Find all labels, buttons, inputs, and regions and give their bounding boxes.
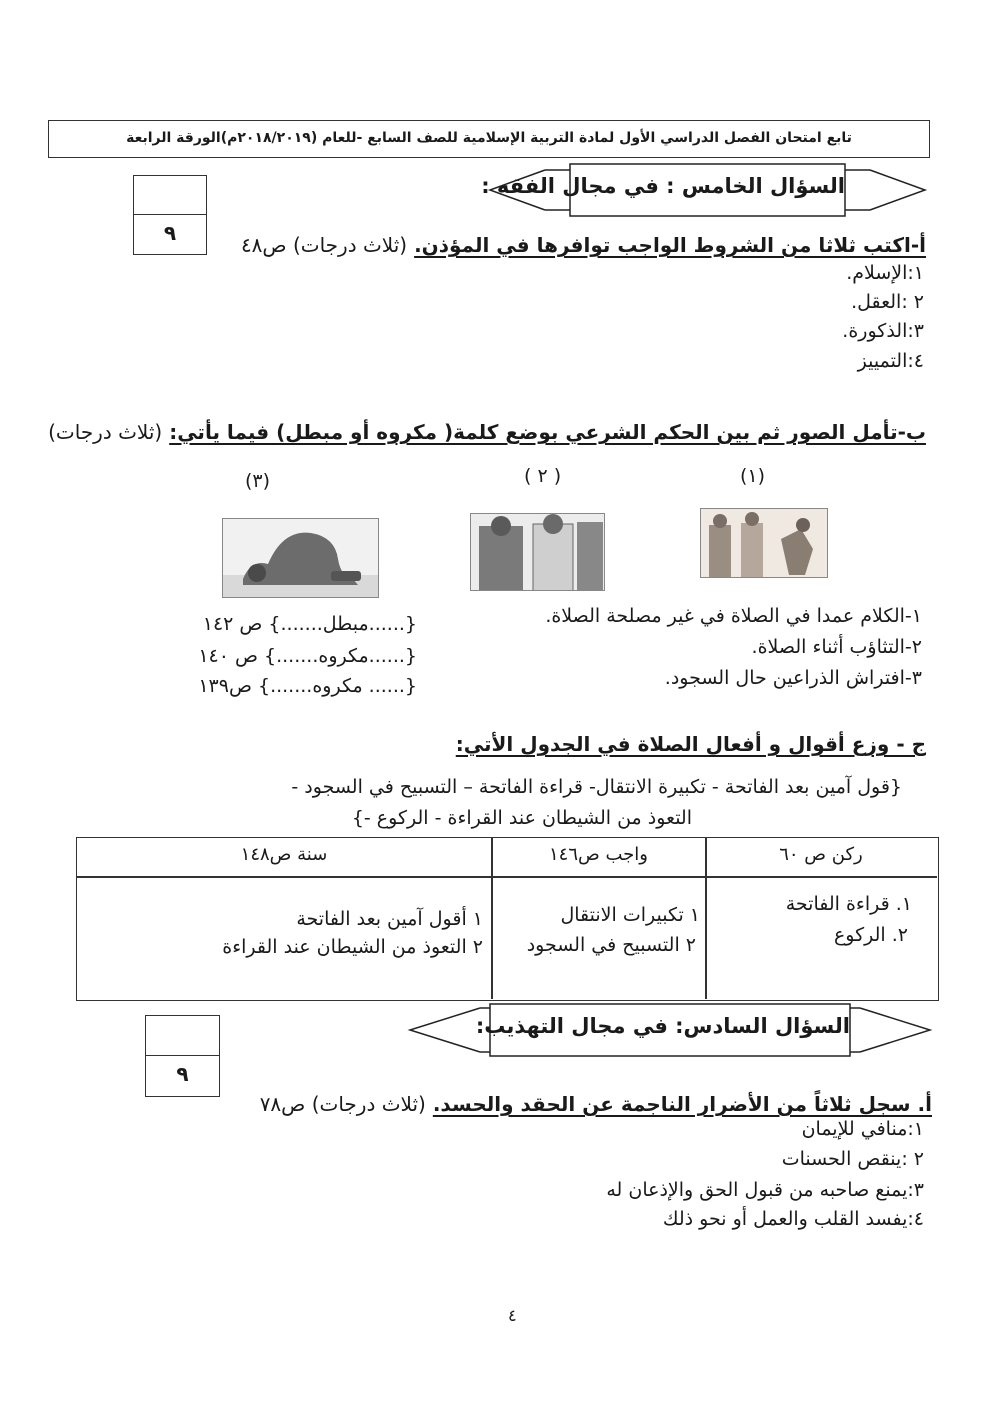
ruling-answer: {......مكروه.......} ص ١٤٠ bbox=[198, 645, 417, 667]
table-cell: ١. قراءة الفاتحة bbox=[785, 893, 912, 915]
photo-prostration bbox=[222, 518, 379, 598]
image-number-3: (٣) bbox=[245, 470, 271, 492]
table-cell: ٢ التسبيح في السجود bbox=[526, 934, 696, 956]
answer-item: ٤:التمييز bbox=[857, 350, 924, 372]
table-cell: ١ أقول آمين بعد الفاتحة bbox=[296, 908, 483, 930]
table-header-sunna: سنة ص١٤٨ bbox=[240, 844, 328, 865]
table-cell: ٢. الركوع bbox=[833, 924, 908, 946]
answer-item: ٣:الذكورة. bbox=[842, 320, 924, 342]
answer-item: ١:الإسلام. bbox=[846, 262, 924, 284]
ruling-answer: {......مبطل.......} ص ١٤٢ bbox=[202, 613, 417, 635]
table-header-wajib: واجب ص١٤٦ bbox=[549, 844, 648, 865]
section5-part-c-question: ج - وزع أقوال و أفعال الصلاة في الجدول الأتي: bbox=[455, 732, 926, 756]
statement-item: ١-الكلام عمدا في الصلاة في غير مصلحة الصلاة. bbox=[545, 605, 922, 627]
answer-item: ٤:يفسد القلب والعمل أو نحو ذلك bbox=[662, 1208, 924, 1230]
section5-part-b-question: ب-تأمل الصور ثم بين الحكم الشرعي بوضع كلمة( مكروه أو مبطل) فيما يأتي: bbox=[169, 420, 926, 444]
answer-item: ١:منافي للإيمان bbox=[801, 1118, 924, 1140]
statement-item: ٢-التثاؤب أثناء الصلاة. bbox=[751, 636, 922, 658]
section5-part-b-marks: (ثلاث درجات) bbox=[48, 420, 163, 444]
section5-part-b bbox=[48, 420, 926, 444]
section5-score: ٩ bbox=[163, 221, 177, 245]
table-cell: ١ تكبيرات الانتقال bbox=[560, 904, 700, 926]
section5-part-a bbox=[241, 233, 926, 257]
ruling-answer: {...... مكروه.......} ص١٣٩ bbox=[198, 675, 417, 697]
statement-item: ٣-افتراش الذراعين حال السجود. bbox=[664, 667, 922, 689]
image-number-2: ( ٢ ) bbox=[524, 465, 562, 487]
section6-score-box bbox=[145, 1015, 220, 1097]
answer-item: ٣:يمنع صاحبه من قبول الحق والإذعان له bbox=[606, 1179, 924, 1201]
section5-title: السؤال الخامس : في مجال الفقه : bbox=[481, 174, 845, 198]
table-cell: ٢ التعوذ من الشيطان عند القراءة bbox=[222, 936, 483, 958]
section6-part-a-question: أ. سجل ثلاثاً من الأضرار الناجمة عن الحقد والحسد. bbox=[432, 1092, 932, 1116]
section5-part-a-marks: (ثلاث درجات) ص٤٨ bbox=[240, 233, 408, 257]
prayer-table bbox=[76, 837, 939, 1001]
answer-item: ٢ :العقل. bbox=[851, 291, 924, 313]
section6-part-a bbox=[260, 1092, 932, 1116]
section6-title: السؤال السادس: في مجال التهذيب: bbox=[475, 1014, 850, 1038]
section5-score-box bbox=[133, 175, 207, 255]
photo-talking bbox=[700, 508, 828, 578]
photo-yawning bbox=[470, 513, 605, 591]
table-header-rukn: ركن ص ٦٠ bbox=[779, 844, 863, 865]
page-number: ٤ bbox=[508, 1306, 517, 1325]
answer-item: ٢ :ينقص الحسنات bbox=[781, 1148, 924, 1170]
section6-score: ٩ bbox=[176, 1062, 189, 1086]
image-number-1: (١) bbox=[740, 465, 766, 487]
distribution-list-line1: {قول آمين بعد الفاتحة - تكبيرة الانتقال- قراءة الفاتحة – التسبيح في السجود - bbox=[291, 776, 902, 798]
distribution-list-line2: التعوذ من الشيطان عند القراءة - الركوع -} bbox=[351, 807, 692, 829]
section6-part-a-marks: (ثلاث درجات) ص٧٨ bbox=[259, 1092, 426, 1116]
section5-part-a-question: أ-اكتب ثلاثا من الشروط الواجب توافرها في المؤذن. bbox=[414, 233, 926, 257]
exam-header: تابع امتحان الفصل الدراسي الأول لمادة التربية الإسلامية للصف السابع -للعام (٢٠١٨/٢٠١٩م)الورقة الرابعة bbox=[48, 120, 930, 158]
